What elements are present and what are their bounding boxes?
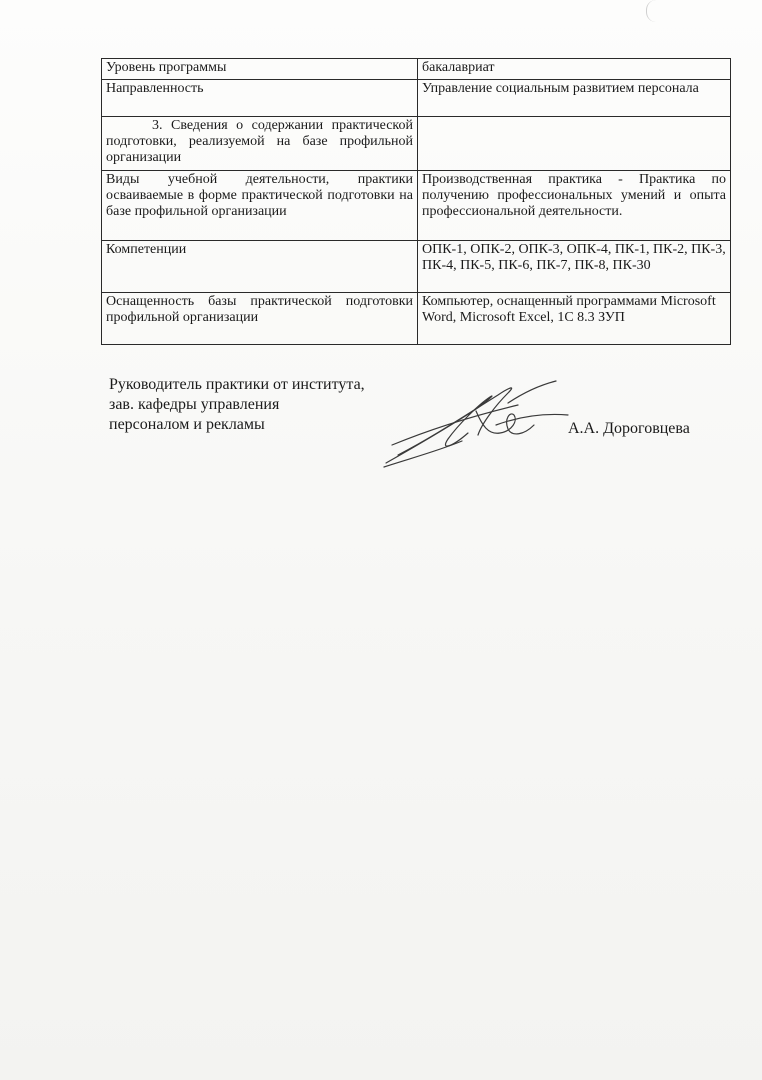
section-3-heading: 3. Сведения о содержании практической подготовки, реализуемой на базе профильной организации (102, 117, 418, 171)
section-3-empty-cell (418, 117, 731, 171)
table-row (102, 59, 731, 80)
practice-info-table (101, 58, 731, 345)
signer-position-line-3: персоналом и рекламы (109, 416, 265, 433)
row-level-value: бакалавриат (418, 59, 731, 80)
signer-position (109, 375, 365, 435)
signer-position-line-1: Руководитель практики от института, (109, 376, 365, 393)
signer-position-line-2: зав. кафедры управления (109, 396, 280, 413)
row-competencies-label: Компетенции (102, 241, 418, 293)
row-equipment-value: Компьютер, оснащенный программами Microsoft Word, Microsoft Excel, 1С 8.3 ЗУП (418, 293, 731, 345)
row-direction-value: Управление социальным развитием персонала (418, 80, 731, 117)
row-direction-label: Направленность (102, 80, 418, 117)
table-row (102, 171, 731, 241)
row-level-label: Уровень программы (102, 59, 418, 80)
signer-name: А.А. Дороговцева (568, 420, 690, 437)
handwritten-signature (378, 375, 578, 470)
row-activities-value: Производственная практика - Практика по получению профессиональных умений и опыта профессиональной деятельности. (418, 171, 731, 241)
row-activities-label: Виды учебной деятельности, практики осваиваемые в форме практической подготовки на базе профильной организации (102, 171, 418, 241)
table-row (102, 241, 731, 293)
row-equipment-label: Оснащенность базы практической подготовки профильной организации (102, 293, 418, 345)
table-row (102, 293, 731, 345)
table-row (102, 80, 731, 117)
row-competencies-value: ОПК-1, ОПК-2, ОПК-3, ОПК-4, ПК-1, ПК-2, ПК-3, ПК-4, ПК-5, ПК-6, ПК-7, ПК-8, ПК-30 (418, 241, 731, 293)
page-edge-mark (646, 0, 661, 22)
table-row (102, 117, 731, 171)
